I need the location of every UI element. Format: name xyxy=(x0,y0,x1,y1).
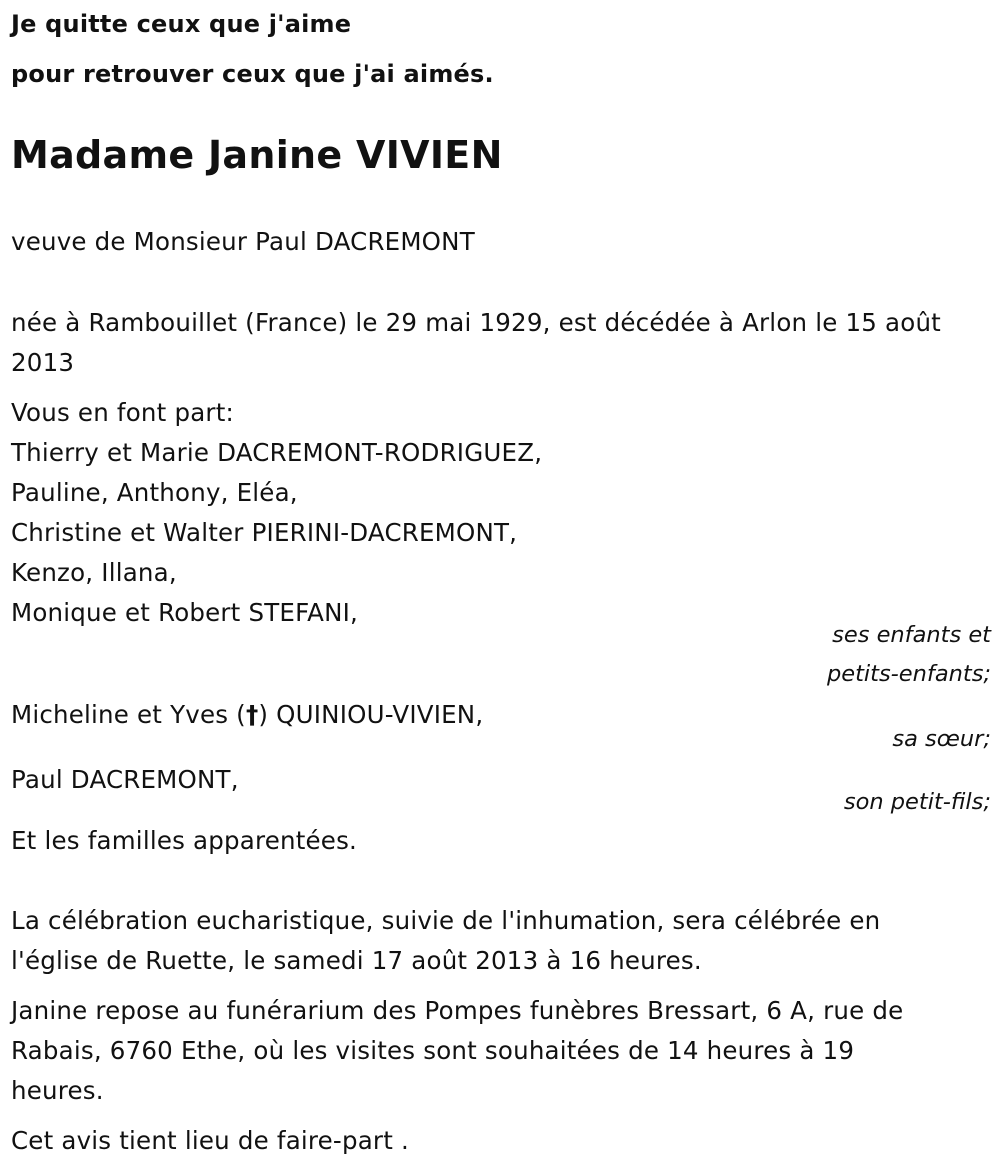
sister-name-suffix: ) QUINIOU-VIVIEN, xyxy=(258,700,484,729)
birth-death-line-1: née à Rambouillet (France) le 29 mai 1929, est décédée à Arlon le 15 août xyxy=(11,308,941,337)
cross-icon: † xyxy=(245,700,259,729)
sister-line xyxy=(11,700,483,729)
sister-name-prefix: Micheline et Yves ( xyxy=(11,700,246,729)
epigraph-line-1: Je quitte ceux que j'aime xyxy=(11,10,352,38)
widow-of-line: veuve de Monsieur Paul DACREMONT xyxy=(11,227,475,256)
announcement-intro: Vous en font part: xyxy=(11,398,234,427)
ceremony-line-2: l'église de Ruette, le samedi 17 août 2013 à 16 heures. xyxy=(11,946,702,975)
children-role-line-2: petits-enfants; xyxy=(826,661,991,687)
children-role-line-1: ses enfants et xyxy=(832,622,991,648)
sister-role: sa sœur; xyxy=(892,726,991,752)
closing-line: Cet avis tient lieu de faire-part . xyxy=(11,1126,409,1155)
funerarium-line-1: Janine repose au funérarium des Pompes funèbres Bressart, 6 A, rue de xyxy=(11,996,904,1025)
funerarium-line-2: Rabais, 6760 Ethe, où les visites sont souhaitées de 14 heures à 19 xyxy=(11,1036,855,1065)
deceased-name: Madame Janine VIVIEN xyxy=(11,133,503,177)
families-line: Et les familles apparentées. xyxy=(11,826,358,855)
epigraph-line-2: pour retrouver ceux que j'ai aimés. xyxy=(11,60,494,88)
children-line: Monique et Robert STEFANI, xyxy=(11,598,359,627)
children-line: Kenzo, Illana, xyxy=(11,558,177,587)
ceremony-line-1: La célébration eucharistique, suivie de l'inhumation, sera célébrée en xyxy=(11,906,881,935)
grandson-line: Paul DACREMONT, xyxy=(11,765,239,794)
grandson-role: son petit-fils; xyxy=(843,789,991,815)
birth-death-line-2: 2013 xyxy=(11,348,75,377)
children-line: Pauline, Anthony, Eléa, xyxy=(11,478,298,507)
funerarium-line-3: heures. xyxy=(11,1076,104,1105)
children-line: Thierry et Marie DACREMONT-RODRIGUEZ, xyxy=(11,438,543,467)
children-line: Christine et Walter PIERINI-DACREMONT, xyxy=(11,518,518,547)
